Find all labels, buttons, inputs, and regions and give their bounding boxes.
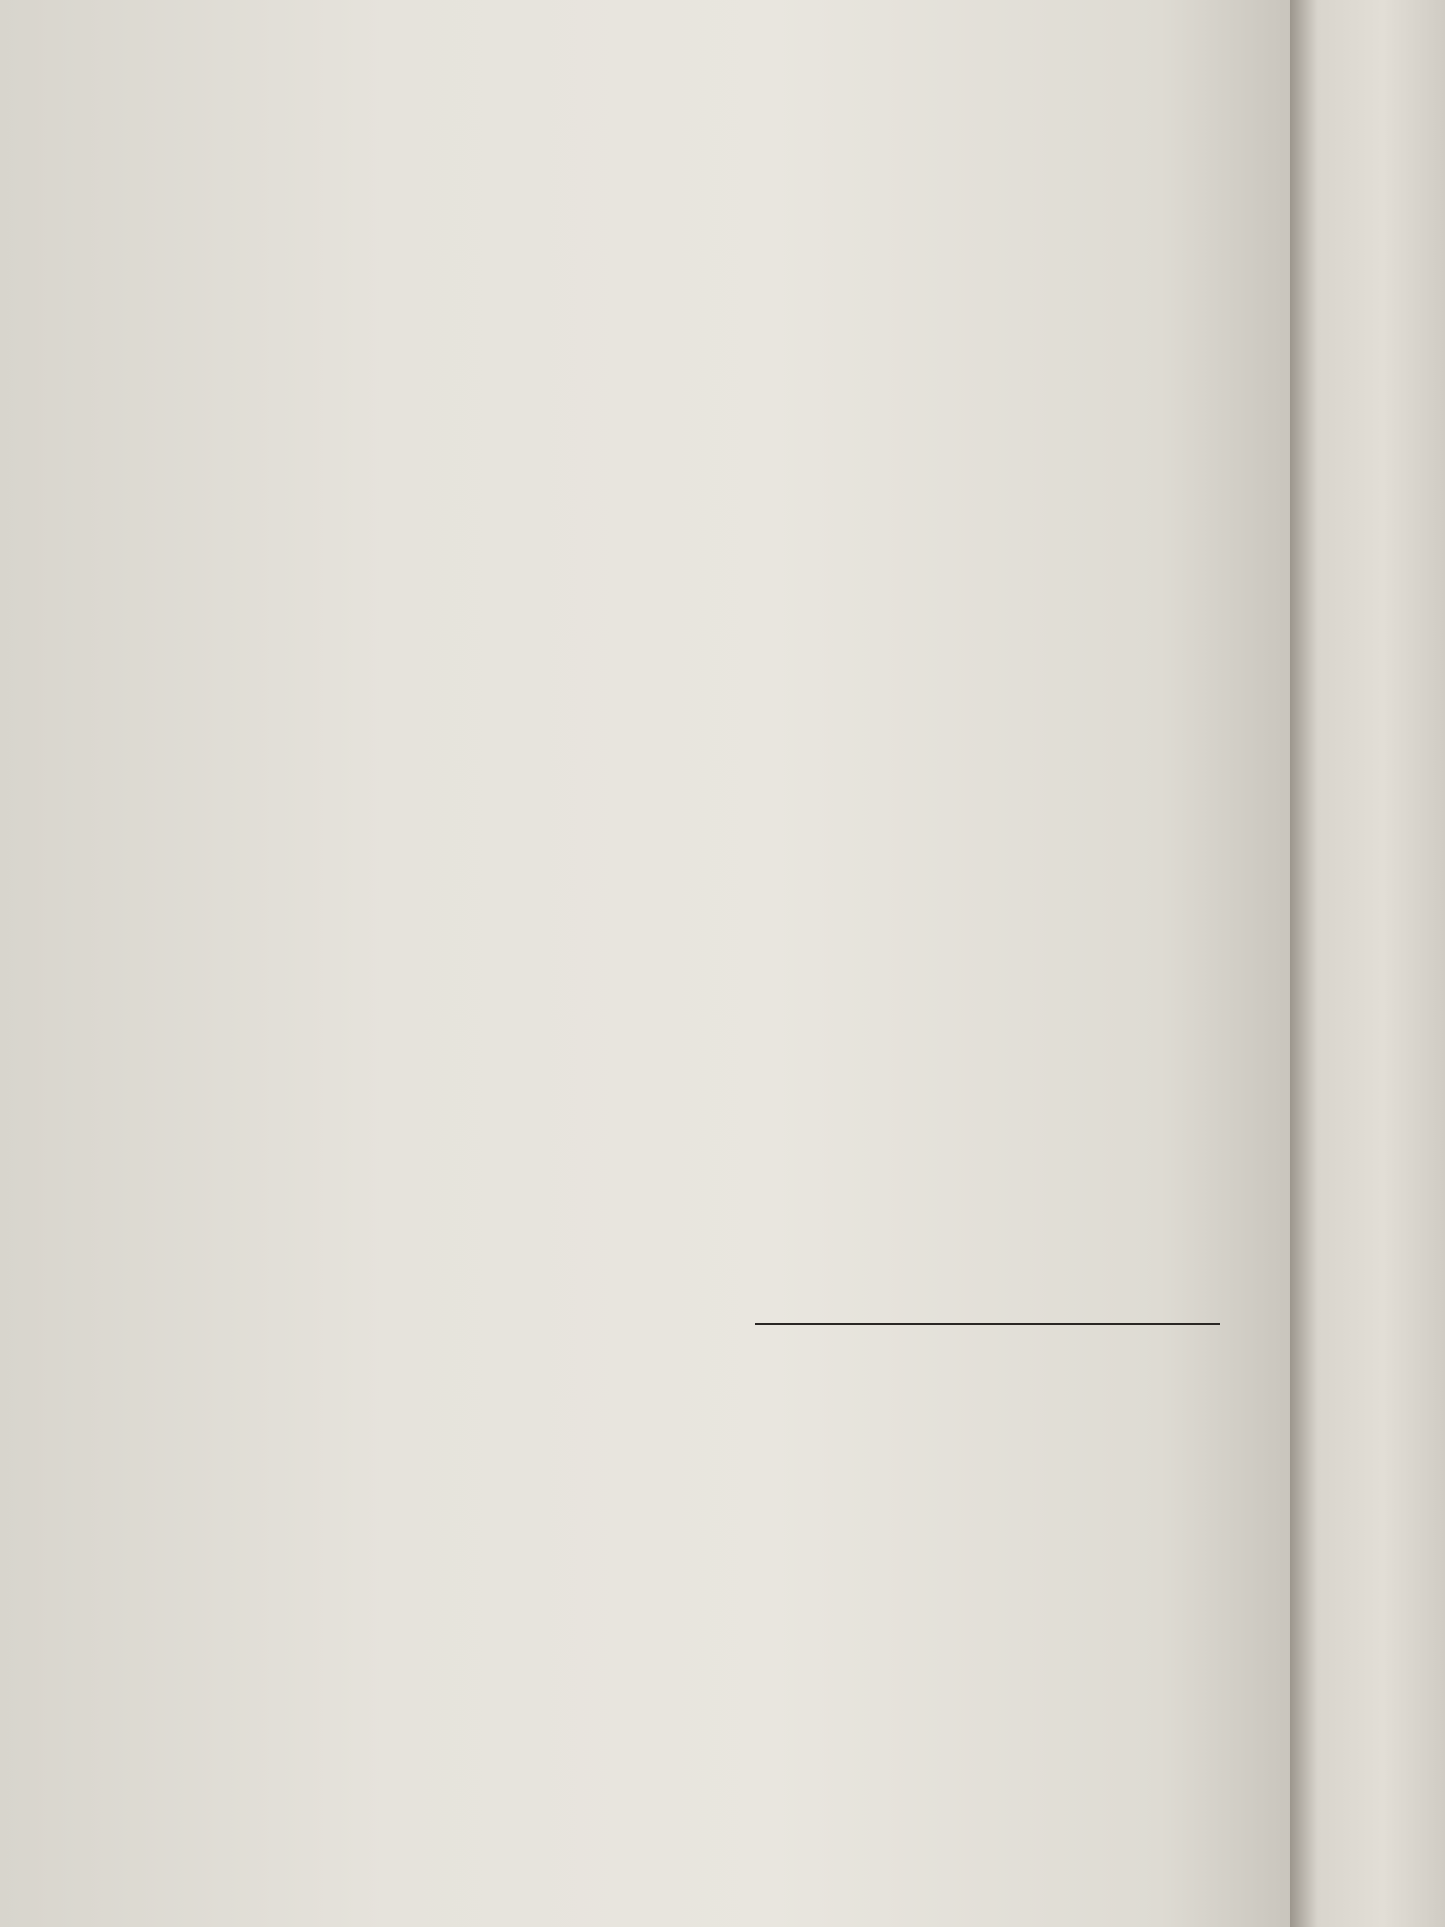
footnote-divider (755, 1323, 1220, 1325)
adjacent-page-edge (1290, 0, 1445, 1927)
